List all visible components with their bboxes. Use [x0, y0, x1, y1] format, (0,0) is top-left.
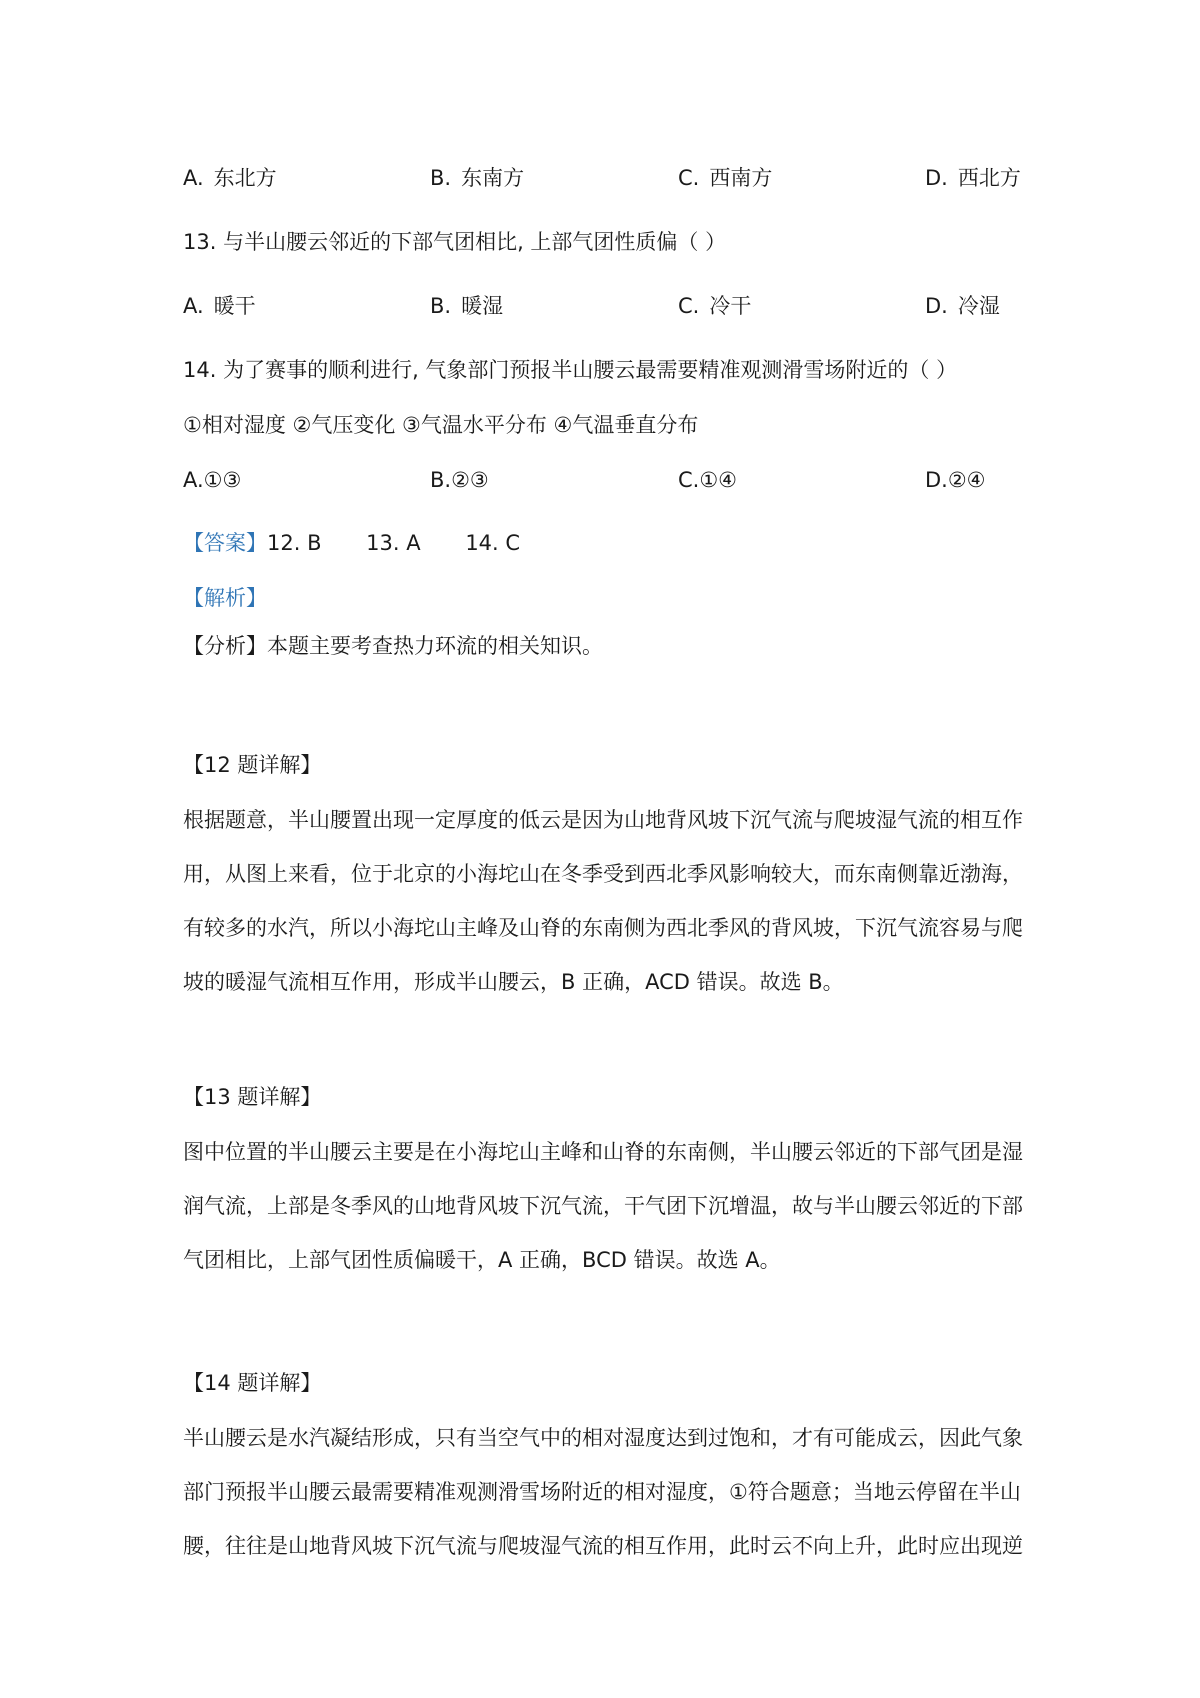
q12-option-c[interactable]	[678, 164, 772, 192]
answer-label: 【答案】	[183, 531, 267, 555]
option-letter: A.	[183, 294, 204, 318]
analysis-summary-label: 【分析】	[183, 634, 267, 658]
option-letter: A.	[183, 468, 204, 492]
option-letter: D.	[925, 166, 948, 190]
paragraph-line: 根据题意，半山腰置出现一定厚度的低云是因为山地背风坡下沉气流与爬坡湿气流的相互作	[183, 808, 1023, 832]
paragraph-line: 部门预报半山腰云最需要精准观测滑雪场附近的相对湿度，①符合题意；当地云停留在半山	[183, 1480, 1021, 1504]
paragraph-line: 气团相比，上部气团性质偏暖干，A 正确，BCD 错误。故选 A。	[183, 1248, 781, 1272]
option-text: ②③	[451, 468, 489, 492]
answer-13: 13. A	[366, 531, 421, 555]
option-letter: C.	[678, 294, 700, 318]
analysis-summary-text: 本题主要考查热力环流的相关知识。	[267, 634, 603, 658]
paragraph-line: 润气流，上部是冬季风的山地背风坡下沉气流，干气团下沉增温，故与半山腰云邻近的下部	[183, 1194, 1023, 1218]
option-text: 东北方	[213, 166, 277, 190]
analysis-summary	[183, 632, 603, 660]
answer-line	[183, 529, 520, 557]
q14-option-a[interactable]	[183, 466, 241, 494]
detail14-paragraph	[183, 1424, 1028, 1586]
option-text: ①④	[699, 468, 737, 492]
answer-12: 12. B	[267, 531, 322, 555]
q14-option-b[interactable]	[430, 466, 489, 494]
paragraph-line: 图中位置的半山腰云主要是在小海坨山主峰和山脊的东南侧，半山腰云邻近的下部气团是湿	[183, 1140, 1023, 1164]
option-text: ②④	[947, 468, 986, 492]
option-text: 暖干	[213, 294, 256, 318]
detail13-heading: 【13 题详解】	[183, 1085, 322, 1109]
paragraph-line: 坡的暖湿气流相互作用，形成半山腰云，B 正确，ACD 错误。故选 B。	[183, 970, 844, 994]
detail12-heading: 【12 题详解】	[183, 753, 322, 777]
q14-stem: 14. 为了赛事的顺利进行, 气象部门预报半山腰云最需要精准观测滑雪场附近的（ ）	[183, 358, 958, 382]
q13-option-c[interactable]	[678, 292, 751, 320]
option-text: 暖湿	[461, 294, 504, 318]
paragraph-line: 用，从图上来看，位于北京的小海坨山在冬季受到西北季风影响较大，而东南侧靠近渤海，	[183, 862, 1023, 886]
q12-option-a[interactable]	[183, 164, 277, 192]
option-text: 西北方	[957, 166, 1021, 190]
option-letter: C.	[678, 166, 700, 190]
option-letter: C.	[678, 468, 700, 492]
option-letter: B.	[430, 166, 452, 190]
detail13-paragraph	[183, 1138, 1028, 1300]
option-letter: B.	[430, 468, 452, 492]
q14-choices: ①相对湿度 ②气压变化 ③气温水平分布 ④气温垂直分布	[183, 413, 699, 437]
option-text: ①③	[203, 468, 242, 492]
analysis-label: 【解析】	[183, 586, 267, 610]
q12-option-d[interactable]	[925, 164, 1021, 192]
option-letter: D.	[925, 294, 948, 318]
q13-stem: 13. 与半山腰云邻近的下部气团相比, 上部气团性质偏（ ）	[183, 230, 727, 254]
option-text: 东南方	[461, 166, 525, 190]
q14-option-c[interactable]	[678, 466, 737, 494]
q13-option-b[interactable]	[430, 292, 503, 320]
paragraph-line: 半山腰云是水汽凝结形成，只有当空气中的相对湿度达到过饱和，才有可能成云，因此气象	[183, 1426, 1023, 1450]
detail12-paragraph	[183, 806, 1028, 1022]
paragraph-line: 腰，往往是山地背风坡下沉气流与爬坡湿气流的相互作用，此时云不向上升，此时应出现逆	[183, 1534, 1023, 1558]
option-text: 冷干	[709, 294, 752, 318]
answer-14: 14. C	[465, 531, 521, 555]
q13-option-a[interactable]	[183, 292, 256, 320]
q13-option-d[interactable]	[925, 292, 1000, 320]
paragraph-line: 有较多的水汽，所以小海坨山主峰及山脊的东南侧为西北季风的背风坡，下沉气流容易与爬	[183, 916, 1023, 940]
q12-option-b[interactable]	[430, 164, 524, 192]
option-letter: B.	[430, 294, 452, 318]
option-text: 冷湿	[957, 294, 1000, 318]
option-letter: D.	[925, 468, 948, 492]
option-text: 西南方	[709, 166, 773, 190]
option-letter: A.	[183, 166, 204, 190]
q14-option-d[interactable]	[925, 466, 986, 494]
detail14-heading: 【14 题详解】	[183, 1371, 322, 1395]
